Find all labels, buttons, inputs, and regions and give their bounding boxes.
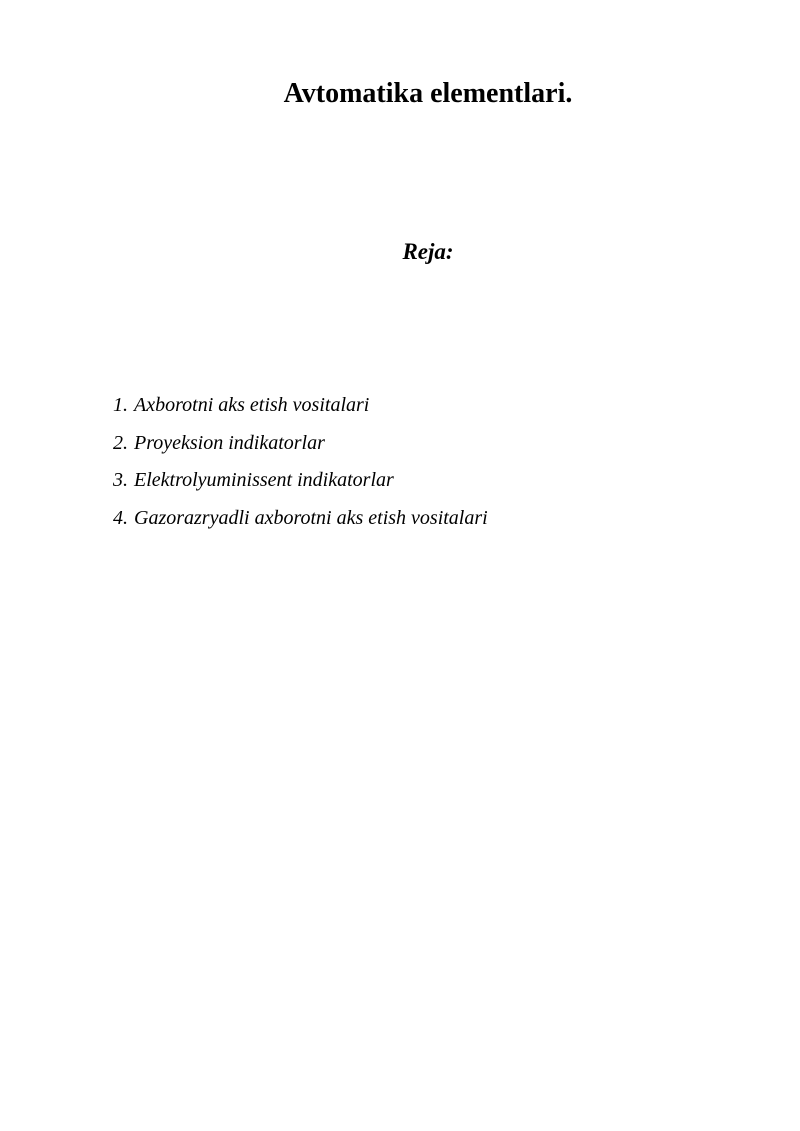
- plan-item-text: Proyeksion indikatorlar: [134, 431, 325, 454]
- plan-item-number: 2.: [113, 431, 128, 454]
- plan-item-number: 1.: [113, 394, 128, 416]
- plan-list: [113, 390, 488, 540]
- plan-item-text: Elektrolyuminissent indikatorlar: [134, 469, 394, 491]
- plan-item-3: [113, 465, 488, 503]
- document-title: Avtomatika elementlari.: [283, 78, 573, 109]
- plan-item-2: [113, 428, 488, 466]
- plan-item-text: Axborotni aks etish vositalari: [134, 394, 370, 416]
- plan-heading: Reja:: [402, 239, 454, 264]
- plan-item-number: 3.: [113, 469, 128, 491]
- plan-item-number: 4.: [113, 506, 128, 529]
- plan-item-text: Gazorazryadli axborotni aks etish vositalari: [134, 506, 488, 529]
- plan-item-4: [113, 503, 488, 541]
- plan-item-1: [113, 390, 488, 428]
